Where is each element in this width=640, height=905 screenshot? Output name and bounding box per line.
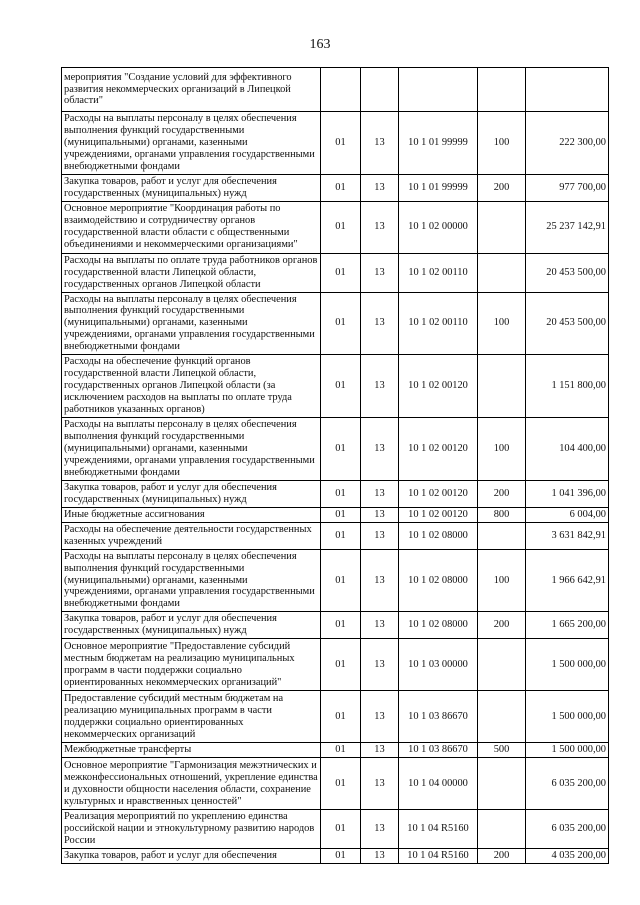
table-row: [62, 810, 609, 849]
row-name-cell: Основное мероприятие "Предоставление субсидий местным бюджетам на реализацию муниципальных программ в части поддержки социально ориентированных некоммерческих организаций": [62, 639, 321, 691]
row-vr-cell: 100: [478, 112, 526, 175]
row-glava-cell: 01: [321, 849, 361, 864]
table-row: [62, 758, 609, 810]
row-glava-cell: 01: [321, 507, 361, 522]
row-amount-cell: 20 453 500,00: [526, 253, 609, 292]
row-name-cell: Расходы на выплаты по оплате труда работников органов государственной власти Липецкой области, государственных органов Липецкой области: [62, 253, 321, 292]
row-razdel-cell: 13: [361, 355, 399, 418]
row-csr-cell: 10 1 02 08000: [399, 522, 478, 549]
row-razdel-cell: 13: [361, 810, 399, 849]
row-name-cell: Иные бюджетные ассигнования: [62, 507, 321, 522]
row-razdel-cell: 13: [361, 743, 399, 758]
row-glava-cell: 01: [321, 355, 361, 418]
row-csr-cell: 10 1 03 00000: [399, 639, 478, 691]
table-row: [62, 201, 609, 253]
budget-table: [61, 67, 609, 864]
row-name-cell: Расходы на выплаты персоналу в целях обеспечения выполнения функций государственными (муниципальными) органами, казенными учреждениями, органами управления государственными внебюджетными фондами: [62, 292, 321, 355]
table-row: [62, 639, 609, 691]
row-name-cell: Расходы на обеспечение деятельности государственных казенных учреждений: [62, 522, 321, 549]
table-row: [62, 174, 609, 201]
row-csr-cell: 10 1 01 99999: [399, 112, 478, 175]
table-row: [62, 743, 609, 758]
row-name-cell: Межбюджетные трансферты: [62, 743, 321, 758]
row-vr-cell: 100: [478, 292, 526, 355]
row-vr-cell: [478, 758, 526, 810]
row-amount-cell: 6 035 200,00: [526, 758, 609, 810]
row-amount-cell: 1 500 000,00: [526, 639, 609, 691]
table-row: [62, 355, 609, 418]
row-razdel-cell: 13: [361, 418, 399, 481]
table-row: [62, 612, 609, 639]
row-vr-cell: [478, 355, 526, 418]
row-vr-cell: [478, 810, 526, 849]
row-amount-cell: 6 035 200,00: [526, 810, 609, 849]
row-amount-cell: 1 966 642,91: [526, 549, 609, 612]
row-csr-cell: 10 1 01 99999: [399, 174, 478, 201]
table-row: [62, 68, 609, 112]
row-glava-cell: 01: [321, 418, 361, 481]
row-csr-cell: 10 1 03 86670: [399, 743, 478, 758]
row-razdel-cell: 13: [361, 292, 399, 355]
row-amount-cell: 1 041 396,00: [526, 480, 609, 507]
budget-table-body: [62, 68, 609, 864]
table-row: [62, 418, 609, 481]
row-amount-cell: 6 004,00: [526, 507, 609, 522]
row-glava-cell: 01: [321, 810, 361, 849]
row-glava-cell: 01: [321, 480, 361, 507]
row-glava-cell: 01: [321, 758, 361, 810]
row-vr-cell: 500: [478, 743, 526, 758]
row-vr-cell: [478, 201, 526, 253]
row-name-cell: Расходы на выплаты персоналу в целях обеспечения выполнения функций государственными (муниципальными) органами, казенными учреждениями, органами управления государственными внебюджетными фондами: [62, 112, 321, 175]
row-csr-cell: 10 1 02 00120: [399, 480, 478, 507]
row-name-cell: мероприятия "Создание условий для эффективного развития некоммерческих организаций в Липецкой области": [62, 68, 321, 112]
row-vr-cell: [478, 253, 526, 292]
row-csr-cell: [399, 68, 478, 112]
row-glava-cell: 01: [321, 174, 361, 201]
row-name-cell: Основное мероприятие "Гармонизация межэтнических и межконфессиональных отношений, укрепление единства и духовности общности населения области, сохранение культурных и нравственных ценностей": [62, 758, 321, 810]
page-number: 163: [309, 37, 331, 52]
row-razdel-cell: 13: [361, 253, 399, 292]
row-razdel-cell: 13: [361, 691, 399, 743]
row-csr-cell: 10 1 04 R5160: [399, 849, 478, 864]
row-name-cell: Реализация мероприятий по укреплению единства российской нации и этнокультурному развитию народов России: [62, 810, 321, 849]
row-vr-cell: 100: [478, 549, 526, 612]
row-glava-cell: 01: [321, 201, 361, 253]
row-razdel-cell: 13: [361, 549, 399, 612]
table-row: [62, 549, 609, 612]
row-amount-cell: 1 500 000,00: [526, 691, 609, 743]
row-razdel-cell: 13: [361, 639, 399, 691]
row-razdel-cell: 13: [361, 612, 399, 639]
row-razdel-cell: 13: [361, 201, 399, 253]
row-razdel-cell: 13: [361, 522, 399, 549]
row-amount-cell: 20 453 500,00: [526, 292, 609, 355]
row-vr-cell: 100: [478, 418, 526, 481]
row-razdel-cell: 13: [361, 758, 399, 810]
row-amount-cell: 4 035 200,00: [526, 849, 609, 864]
row-csr-cell: 10 1 02 00110: [399, 292, 478, 355]
row-csr-cell: 10 1 03 86670: [399, 691, 478, 743]
row-csr-cell: 10 1 04 R5160: [399, 810, 478, 849]
row-razdel-cell: 13: [361, 507, 399, 522]
row-vr-cell: [478, 68, 526, 112]
row-name-cell: Закупка товаров, работ и услуг для обеспечения государственных (муниципальных) нужд: [62, 174, 321, 201]
table-row: [62, 253, 609, 292]
row-glava-cell: 01: [321, 549, 361, 612]
row-glava-cell: 01: [321, 253, 361, 292]
row-vr-cell: [478, 691, 526, 743]
row-vr-cell: 200: [478, 849, 526, 864]
row-glava-cell: 01: [321, 639, 361, 691]
row-vr-cell: 200: [478, 480, 526, 507]
row-amount-cell: 1 665 200,00: [526, 612, 609, 639]
table-row: [62, 849, 609, 864]
row-razdel-cell: 13: [361, 174, 399, 201]
row-amount-cell: 3 631 842,91: [526, 522, 609, 549]
row-csr-cell: 10 1 02 00120: [399, 355, 478, 418]
row-glava-cell: 01: [321, 292, 361, 355]
row-vr-cell: 800: [478, 507, 526, 522]
row-razdel-cell: 13: [361, 112, 399, 175]
row-csr-cell: 10 1 02 00120: [399, 418, 478, 481]
row-name-cell: Закупка товаров, работ и услуг для обеспечения государственных (муниципальных) нужд: [62, 612, 321, 639]
table-row: [62, 507, 609, 522]
table-row: [62, 292, 609, 355]
row-name-cell: Закупка товаров, работ и услуг для обеспечения: [62, 849, 321, 864]
row-razdel-cell: 13: [361, 849, 399, 864]
row-vr-cell: [478, 522, 526, 549]
table-row: [62, 691, 609, 743]
row-name-cell: Расходы на выплаты персоналу в целях обеспечения выполнения функций государственными (муниципальными) органами, казенными учреждениями, органами управления государственными внебюджетными фондами: [62, 418, 321, 481]
row-csr-cell: 10 1 02 00120: [399, 507, 478, 522]
table-row: [62, 112, 609, 175]
row-glava-cell: 01: [321, 691, 361, 743]
row-csr-cell: 10 1 02 08000: [399, 612, 478, 639]
row-glava-cell: 01: [321, 522, 361, 549]
row-name-cell: Закупка товаров, работ и услуг для обеспечения государственных (муниципальных) нужд: [62, 480, 321, 507]
row-vr-cell: [478, 639, 526, 691]
row-csr-cell: 10 1 02 00110: [399, 253, 478, 292]
row-amount-cell: 104 400,00: [526, 418, 609, 481]
row-glava-cell: 01: [321, 743, 361, 758]
row-amount-cell: 1 500 000,00: [526, 743, 609, 758]
row-amount-cell: 1 151 800,00: [526, 355, 609, 418]
row-razdel-cell: [361, 68, 399, 112]
row-csr-cell: 10 1 02 00000: [399, 201, 478, 253]
row-amount-cell: [526, 68, 609, 112]
row-glava-cell: [321, 68, 361, 112]
row-glava-cell: 01: [321, 112, 361, 175]
row-razdel-cell: 13: [361, 480, 399, 507]
row-amount-cell: 977 700,00: [526, 174, 609, 201]
row-csr-cell: 10 1 04 00000: [399, 758, 478, 810]
row-name-cell: Предоставление субсидий местным бюджетам на реализацию муниципальных программ в части поддержки социально ориентированных некоммерческих организаций: [62, 691, 321, 743]
row-glava-cell: 01: [321, 612, 361, 639]
row-name-cell: Расходы на обеспечение функций органов государственной власти Липецкой области, государственных органов Липецкой области (за исключением расходов на выплаты по оплате труда работников указанных органов): [62, 355, 321, 418]
table-row: [62, 480, 609, 507]
row-csr-cell: 10 1 02 08000: [399, 549, 478, 612]
row-name-cell: Основное мероприятие "Координация работы по взаимодействию и сотрудничеству органов государственной власти области с общественными объединениями и некоммерческими организациями": [62, 201, 321, 253]
row-vr-cell: 200: [478, 612, 526, 639]
table-row: [62, 522, 609, 549]
row-amount-cell: 222 300,00: [526, 112, 609, 175]
row-amount-cell: 25 237 142,91: [526, 201, 609, 253]
row-name-cell: Расходы на выплаты персоналу в целях обеспечения выполнения функций государственными (муниципальными) органами, казенными учреждениями, органами управления государственными внебюджетными фондами: [62, 549, 321, 612]
row-vr-cell: 200: [478, 174, 526, 201]
